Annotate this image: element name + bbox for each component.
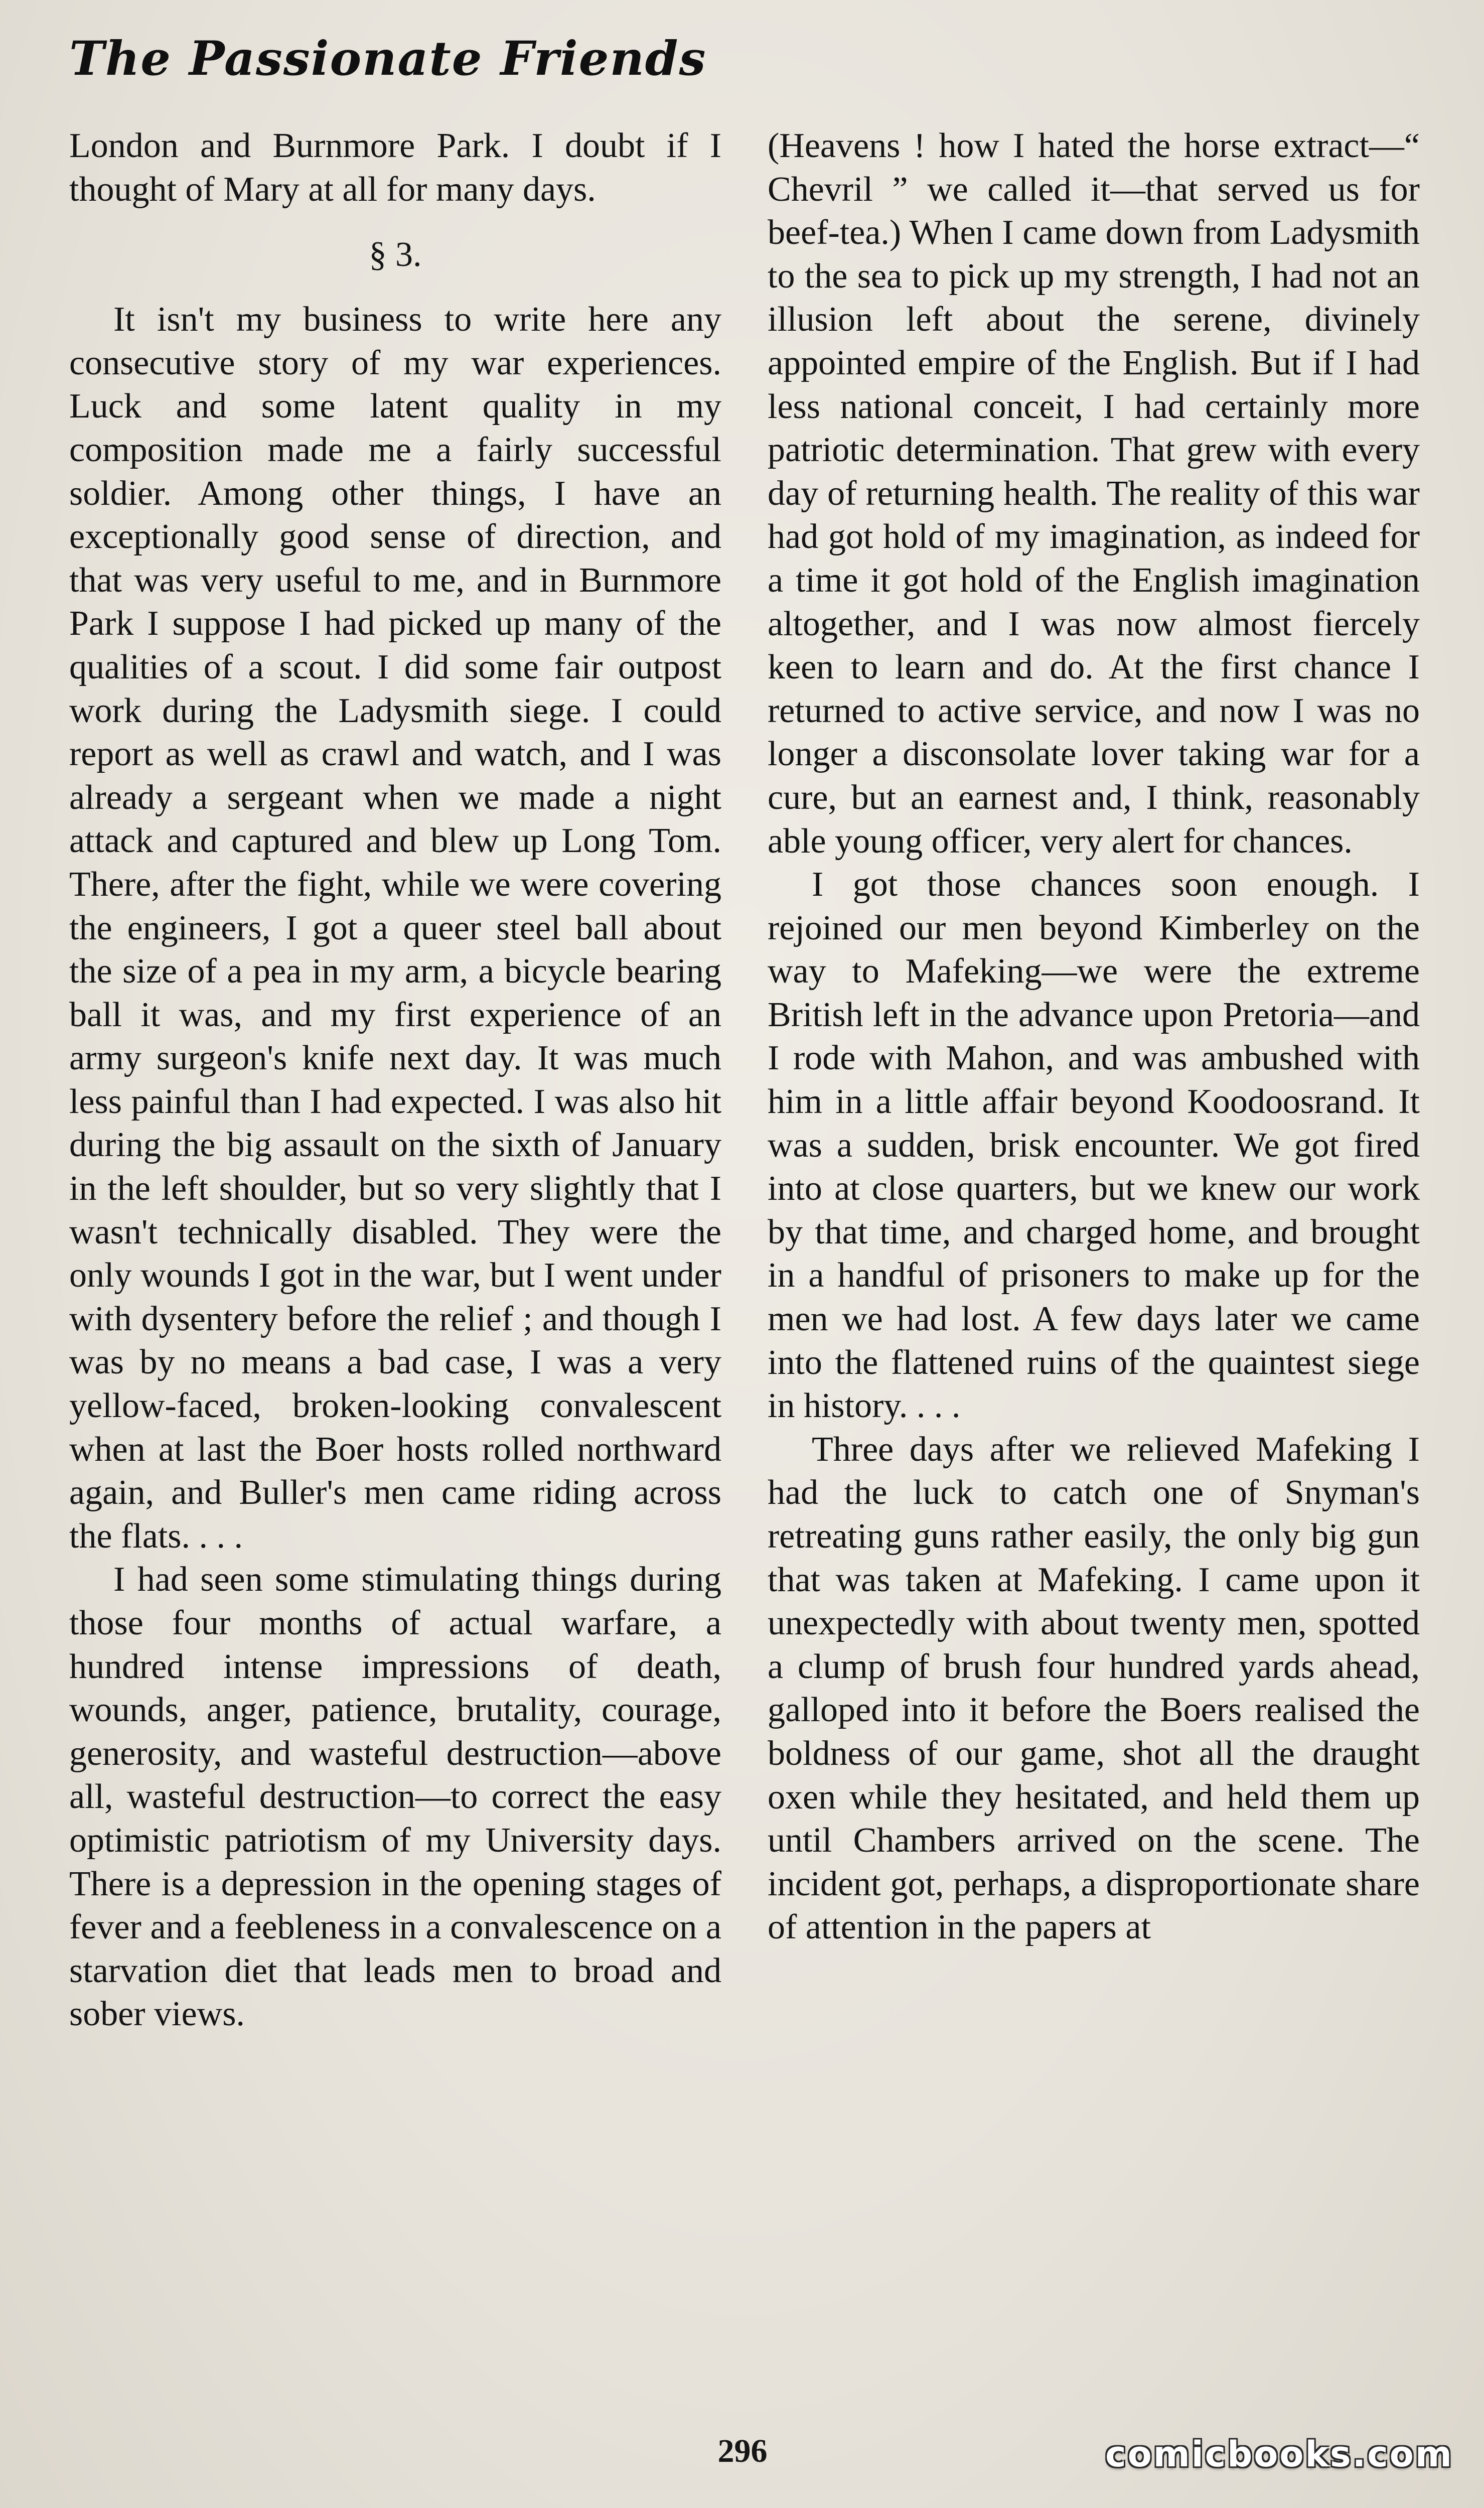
right-column xyxy=(768,124,1420,2423)
left-paragraph-3: I had seen some stimulating things during those four months of actual warfare, a hundred intense impressions of death, wounds, anger, patience, brutality, courage, generosity, and wasteful destruction—above all, wasteful destruction—to correct the easy optimistic patriotism of my University days. There is a depression in the opening stages of fever and a feebleness in a convalescence on a starvation diet that leads men to broad and sober views. xyxy=(69,1560,721,2034)
page-number: 296 xyxy=(717,2433,768,2469)
right-paragraph-1: (Heavens ! how I hated the horse extract—“ Chevril ” we called it—that served us for beef-tea.) When I came down from Ladysmith to the sea to pick up my strength, I had not an illusion left about the serene, divinely appointed empire of the English. But if I had less national conceit, I had certainly more patriotic determination. That grew with every day of returning health. The reality of this war had got hold of my imagination, as indeed for a time it got hold of the English imagination altogether, and I was now almost fiercely keen to learn and do. At the first chance I returned to active service, and now I was no longer a disconsolate lover taking war for a cure, but an earnest and, I think, reasonably able young officer, very alert for chances. xyxy=(768,126,1420,861)
left-column xyxy=(69,124,721,2423)
left-paragraph-2: It isn't my business to write here any consecutive story of my war experiences. Luck and some latent quality in my composition made me a fairly successful soldier. Among other things, I have an exceptionally good sense of direction, and that was very useful to me, and in Burnmore Park I suppose I had picked up many of the qualities of a scout. I did some fair outpost work during the Ladysmith siege. I could report as well as crawl and watch, and I was already a sergeant when we made a night attack and captured and blew up Long Tom. There, after the fight, while we were covering the engineers, I got a queer steel ball about the size of a pea in my arm, a bicycle bearing ball it was, and my first experience of an army surgeon's knife next day. It was much less painful than I had expected. I was also hit during the big assault on the sixth of January in the left shoulder, but so very slightly that I wasn't technically disabled. They were the only wounds I got in the war, but I went under with dysentery before the relief ; and though I was by no means a bad case, I was a very yellow-faced, broken-looking convalescent when at last the Boer hosts rolled northward again, and Buller's men came riding across the flats. . . . xyxy=(69,300,721,1556)
page-title: The Passionate Friends xyxy=(69,31,707,86)
site-watermark: comicbooks.com xyxy=(1105,2434,1453,2475)
section-heading: § 3. xyxy=(369,235,422,274)
right-paragraph-3: Three days after we relieved Mafeking I had the luck to catch one of Snyman's retreating guns rather easily, the only big gun that was taken at Mafeking. I came upon it unexpectedly with about twenty men, spotted a clump of brush four hundred yards ahead, galloped into it before the Boers realised the boldness of our game, shot all the draught oxen while they hesitated, and held them up until Chambers arrived on the scene. The incident got, perhaps, a disproportionate share of attention in the papers at xyxy=(768,1430,1420,1947)
left-paragraph-1: London and Burnmore Park. I doubt if I thought of Mary at all for many days. xyxy=(69,126,721,209)
right-paragraph-2: I got those chances soon enough. I rejoined our men beyond Kimberley on the way to Mafeking—we were the extreme British left in the advance upon Pretoria—and I rode with Mahon, and was ambushed with him in a little affair beyond Koodoosrand. It was a sudden, brisk encounter. We got fired into at close quarters, but we knew our work by that time, and charged home, and brought in a handful of prisoners to make up for the men we had lost. A few days later we came into the flattened ruins of the quaintest siege in history. . . . xyxy=(768,865,1420,1426)
